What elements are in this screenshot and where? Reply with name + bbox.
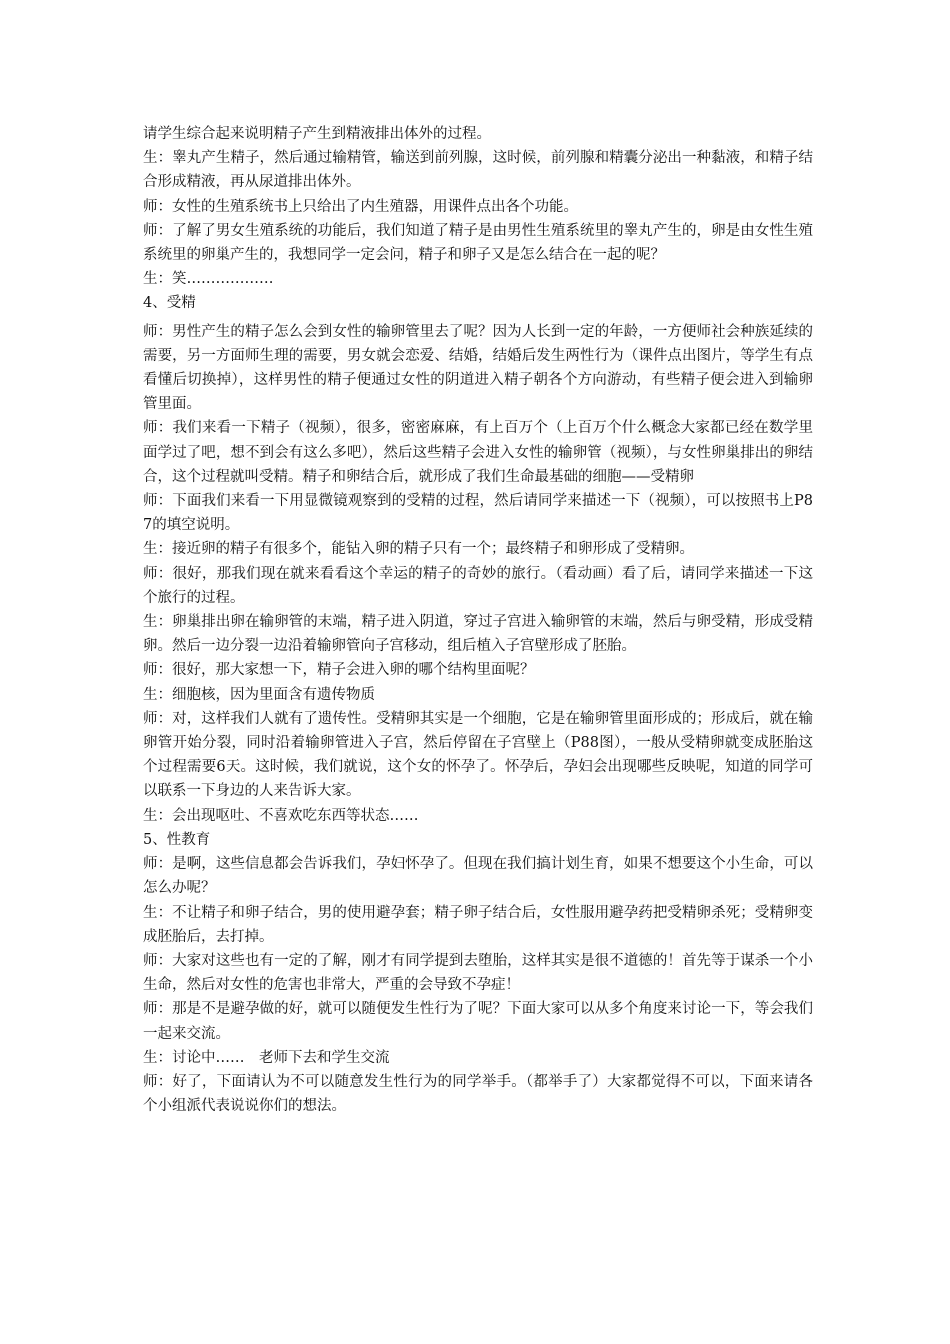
- paragraph: 生：睾丸产生精子，然后通过输精管，输送到前列腺，这时候，前列腺和精囊分泌出一种黏液，和精子结合形成精液，再从尿道排出体外。: [143, 150, 813, 191]
- paragraph: 师：男性产生的精子怎么会到女性的输卵管里去了呢？因为人长到一定的年龄，一方便师社会种族延续的需要，另一方面师生理的需要，男女就会恋爱、结婚，结婚后发生两性行为（课件点出图片，等学生有点看懂后切换掉），这样男性的精子便通过女性的阴道进入精子朝各个方向游动，有些精子便会进入到输卵管里面。: [143, 323, 813, 413]
- paragraph: 生：接近卵的精子有很多个，能钻入卵的精子只有一个；最终精子和卵形成了受精卵。: [143, 541, 694, 558]
- section-heading: 4、受精: [143, 295, 196, 312]
- paragraph: 师：大家对这些也有一定的了解，刚才有同学提到去堕胎，这样其实是很不道德的！首先等于谋杀一个小生命，然后对女性的危害也非常大，严重的会导致不孕症！: [143, 952, 813, 994]
- paragraph: 师：很好，那我们现在就来看看这个幸运的精子的奇妙的旅行。（看动画）看了后，请同学来描述一下这个旅行的过程。: [143, 565, 813, 606]
- paragraph: 师：是啊，这些信息都会告诉我们，孕妇怀孕了。但现在我们搞计划生育，如果不想要这个小生命，可以怎么办呢？: [143, 856, 813, 897]
- paragraph: 师：很好，那大家想一下，精子会进入卵的哪个结构里面呢？: [143, 662, 535, 679]
- intro-paragraphs: [143, 122, 813, 291]
- section-fertilization: [143, 291, 813, 827]
- paragraph: 生：会出现呕吐、不喜欢吃东西等状态……: [143, 807, 419, 824]
- paragraph: 生：细胞核，因为里面含有遗传物质: [143, 686, 375, 703]
- section-heading: 5、性教育: [143, 831, 211, 848]
- document-page: [143, 122, 813, 1118]
- paragraph: 生：讨论中…… 老师下去和学生交流: [143, 1049, 390, 1066]
- paragraph: 师：我们来看一下精子（视频），很多，密密麻麻，有上百万个（上百万个什么概念大家都已经在数学里面学过了吧，想不到会有这么多吧），然后这些精子会进入女性的输卵管（视频），与女性卵巢排出的卵结合，这个过程就叫受精。精子和卵结合后，就形成了我们生命最基础的细胞——受精卵: [143, 420, 813, 485]
- paragraph: 师：女性的生殖系统书上只给出了内生殖器，用课件点出各个功能。: [143, 198, 578, 215]
- paragraph: 师：那是不是避孕做的好，就可以随便发生性行为了呢？下面大家可以从多个角度来讨论一下，等会我们一起来交流。: [143, 1001, 813, 1042]
- paragraph: 生：笑………………: [143, 271, 274, 288]
- section-sex-education: [143, 828, 813, 1118]
- paragraph: 师：对，这样我们人就有了遗传性。受精卵其实是一个细胞，它是在输卵管里面形成的；形成后，就在输卵管开始分裂，同时沿着输卵管进入子宫，然后停留在子宫壁上（P88图），一般从受精卵就变成胚胎这个过程需要6天。这时候，我们就说，这个女的怀孕了。怀孕后，孕妇会出现哪些反映呢，知道的同学可以联系一下身边的人来告诉大家。: [143, 710, 813, 800]
- paragraph: 生：卵巢排出卵在输卵管的末端，精子进入阴道，穿过子宫进入输卵管的末端，然后与卵受精，形成受精卵。然后一边分裂一边沿着输卵管向子宫移动，组后植入子宫壁形成了胚胎。: [143, 614, 813, 655]
- paragraph: 请学生综合起来说明精子产生到精液排出体外的过程。: [143, 126, 491, 142]
- paragraph: 师：下面我们来看一下用显微镜观察到的受精的过程，然后请同学来描述一下（视频），可以按照书上P87的填空说明。: [143, 493, 813, 534]
- paragraph: 师：了解了男女生殖系统的功能后，我们知道了精子是由男性生殖系统里的睾丸产生的，卵是由女性生殖系统里的卵巢产生的，我想同学一定会问，精子和卵子又是怎么结合在一起的呢？: [143, 222, 813, 264]
- paragraph: 师：好了，下面请认为不可以随意发生性行为的同学举手。（都举手了）大家都觉得不可以，下面来请各个小组派代表说说你们的想法。: [143, 1073, 813, 1115]
- paragraph: 生：不让精子和卵子结合，男的使用避孕套；精子卵子结合后，女性服用避孕药把受精卵杀死；受精卵变成胚胎后，去打掉。: [143, 904, 813, 945]
